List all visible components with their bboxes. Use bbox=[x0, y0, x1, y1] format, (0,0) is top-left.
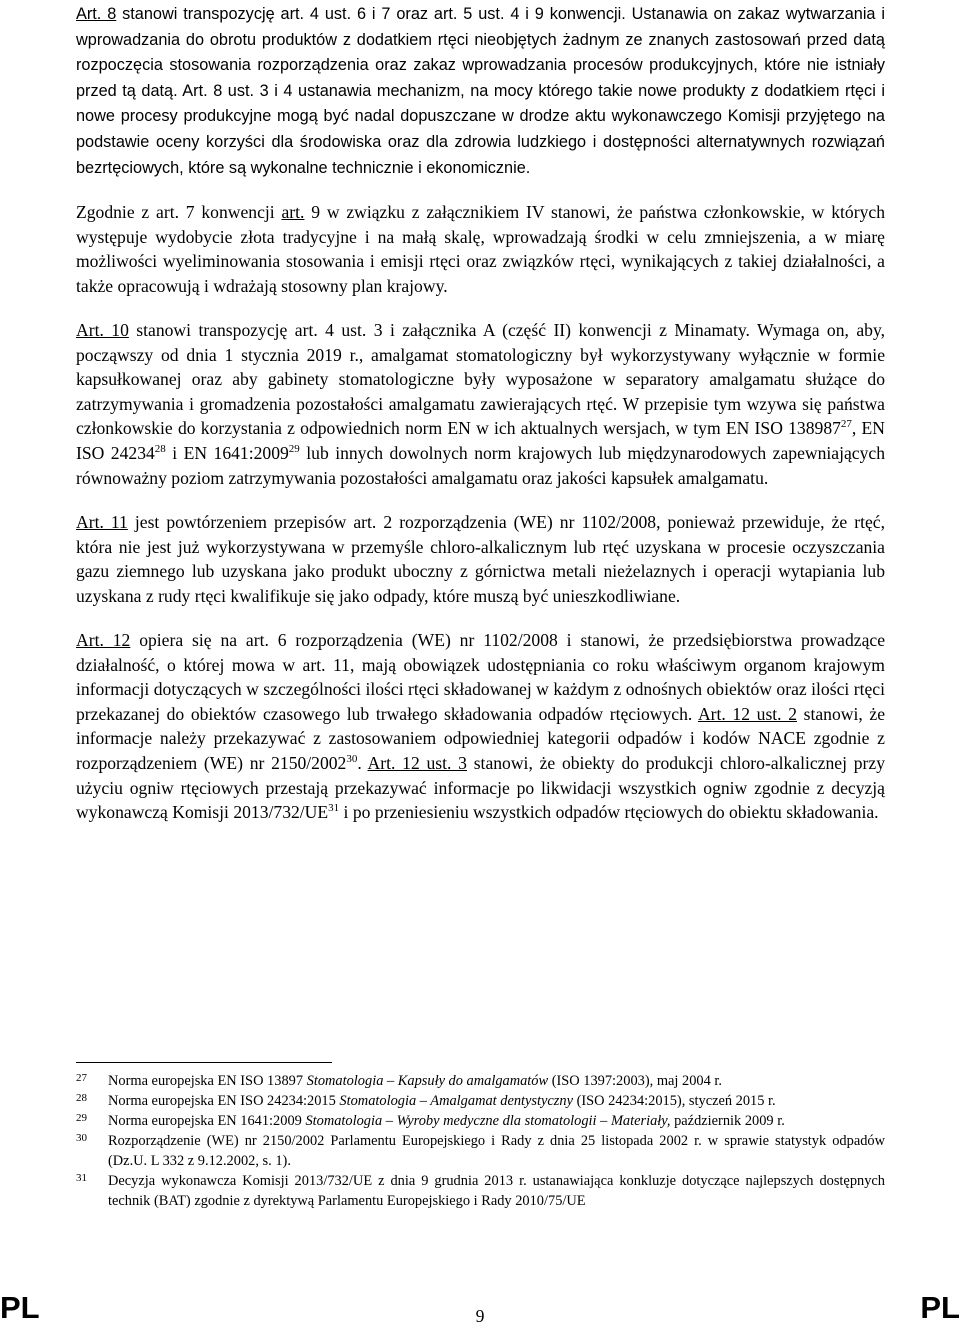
footnote-item bbox=[76, 1111, 885, 1131]
footnote-text-part: Norma europejska EN ISO 24234:2015 bbox=[108, 1093, 340, 1109]
paragraph-art-9 bbox=[76, 200, 885, 298]
language-code-right: PL bbox=[920, 1290, 960, 1325]
footnote-ref[interactable]: 28 bbox=[154, 443, 166, 456]
footnotes bbox=[76, 1071, 885, 1211]
page-number: 9 bbox=[475, 1306, 485, 1326]
footnote-item bbox=[76, 1171, 885, 1211]
footnote-mark: 27 bbox=[76, 1072, 87, 1084]
language-code-left: PL bbox=[0, 1290, 40, 1325]
footnote-text-part: październik 2009 r. bbox=[670, 1113, 785, 1129]
article-ref[interactable]: Art. 12 ust. 2 bbox=[697, 703, 798, 724]
footnote-mark: 29 bbox=[76, 1112, 87, 1124]
article-ref[interactable]: Art. 12 bbox=[76, 630, 131, 650]
footnote-text-part: (ISO 24234:2015), styczeń 2015 r. bbox=[572, 1093, 776, 1109]
footnote-ref[interactable]: 31 bbox=[328, 802, 340, 815]
footnote-title: Stomatologia – Wyroby medyczne dla stomatologii – Materiały, bbox=[305, 1113, 671, 1129]
paragraph-text: stanowi, że informacje należy przekazywać z zastosowaniem odpowiedniej kategorii odpadów i kodów NACE zgodnie z rozporządzeniem (WE) nr 2150/2002 bbox=[76, 703, 886, 773]
footnote-title: Stomatologia – Amalgamat dentystyczny bbox=[339, 1093, 573, 1109]
paragraph-text: stanowi transpozycję art. 4 ust. 3 i załącznika A (część II) konwencji z Minamaty. Wymaga on, aby, począwszy od dnia 1 stycznia 2019 r., amalgamat stomatologiczny był wykorzystywany wyłącznie w formie kapsułkowanej oraz aby gabinety stomatologiczne były wyposażone w separatory amalgamatu służące do zatrzymywania i gromadzenia pozostałości amalgamatu zawierających rtęć. W przepisie tym wzywa się państwa członkowskie do korzystania z odpowiednich norm EN w ich aktualnych wersjach, w tym EN ISO 138987 bbox=[76, 320, 886, 439]
footnote-text-part: Norma europejska EN 1641:2009 bbox=[108, 1113, 306, 1129]
footnote-mark: 31 bbox=[76, 1172, 87, 1184]
paragraph-text: 9 w związku z załącznikiem IV stanowi, że państwa członkowskie, w których występuje wydobycie złota tradycyjne i na małą skalę, wprowadzają środki w celu zmniejszenia, a w miarę możliwości wyeliminowania stosowania i emisji rtęci oraz związków rtęci, wynikających z takiej działalności, a także opracowują i wdrażają stosowny plan krajowy. bbox=[76, 202, 885, 296]
article-ref[interactable]: Art. 11 bbox=[76, 512, 128, 532]
paragraph-text: opiera się na art. 6 rozporządzenia (WE) nr 1102/2008 i stanowi, że przedsiębiorstwa prowadzące działalność, o której mowa w art. 11, mają obowiązek udostępniania co roku właściwym organom krajowym informacji dotyczących w szczególności ilości rtęci składowanej w każdym z odnośnych obiektów oraz ilości rtęci przekazanej do obiektów czasowego lub trwałego składowania odpadów rtęciowych. bbox=[76, 630, 886, 724]
paragraph-text: . bbox=[357, 752, 368, 773]
paragraph-text: i EN 1641:2009 bbox=[165, 442, 289, 463]
footnote-divider bbox=[76, 1062, 332, 1063]
article-ref[interactable]: Art. 10 bbox=[76, 320, 129, 340]
footnote-text bbox=[108, 1091, 885, 1111]
article-ref[interactable]: Art. 8 bbox=[76, 5, 117, 23]
footnote-item bbox=[76, 1131, 885, 1171]
footnote-text-part: (ISO 1397:2003), maj 2004 r. bbox=[548, 1073, 722, 1089]
footnote-text: Decyzja wykonawcza Komisji 2013/732/UE z dnia 9 grudnia 2013 r. ustanawiająca konkluzje dotyczące najlepszych dostępnych technik (BAT) zgodnie z dyrektywą Parlamentu Europejskiego i Rady 2010/75/UE bbox=[108, 1173, 885, 1209]
footnote-item bbox=[76, 1071, 885, 1091]
paragraph-art-10 bbox=[76, 318, 885, 490]
footnote-text bbox=[108, 1111, 885, 1131]
paragraph-text: Zgodnie z art. 7 konwencji bbox=[76, 202, 282, 222]
paragraph-text: , EN ISO 24234 bbox=[76, 418, 886, 463]
paragraph-text: lub innych dowolnych norm krajowych lub międzynarodowych zapewniających równoważny poziom zatrzymywania pozostałości amalgamatu oraz jakości kapsułek amalgamatu. bbox=[76, 442, 885, 488]
paragraph-art-8 bbox=[76, 1, 885, 180]
footnote-mark: 30 bbox=[76, 1132, 87, 1144]
footnote-text: Rozporządzenie (WE) nr 2150/2002 Parlamentu Europejskiego i Rady z dnia 25 listopada 2002 r. w sprawie statystyk odpadów (Dz.U. L 332 z 9.12.2002, s. 1). bbox=[108, 1133, 885, 1169]
footnote-ref[interactable]: 27 bbox=[840, 418, 852, 431]
footnote-ref[interactable]: 29 bbox=[288, 443, 300, 456]
paragraph-text: stanowi, że obiekty do produkcji chloro-alkalicznej przy użyciu ogniw rtęciowych przestają przekazywać informacje po likwidacji wszystkich ogniw zgodnie z decyzją wykonawczą Komisji 2013/732/UE bbox=[76, 752, 885, 823]
footnote-mark: 28 bbox=[76, 1092, 87, 1104]
article-ref[interactable]: art. bbox=[281, 202, 305, 222]
paragraph-text: stanowi transpozycję art. 4 ust. 6 i 7 oraz art. 5 ust. 4 i 9 konwencji. Ustanawia on zakaz wytwarzania i wprowadzania do obrotu produktów z dodatkiem rtęci nieobjętych żadnym ze znanych zastosowań przed datą rozpoczęcia stosowania rozporządzenia oraz zakaz wprowadzania procesów produkcyjnych, które nie istniały przed tą datą. Art. 8 ust. 3 i 4 ustanawia mechanizm, na mocy którego takie nowe produkty z dodatkiem rtęci i nowe procesy produkcyjne mogą być nadal dopuszczane w drodze aktu wykonawczego Komisji przyjętego na podstawie oceny korzyści dla środowiska oraz dla zdrowia ludzkiego i dostępności alternatywnych rozwiązań bezrtęciowych, które są wykonalne technicznie i ekonomicznie. bbox=[76, 5, 885, 177]
paragraph-art-11 bbox=[76, 510, 885, 608]
footnote-ref[interactable]: 30 bbox=[346, 753, 358, 766]
footnote-title: Stomatologia – Kapsuły do amalgamatów bbox=[306, 1073, 549, 1089]
paragraph-art-12 bbox=[76, 628, 885, 825]
paragraph-text: i po przeniesieniu wszystkich odpadów rtęciowych do obiektu składowania. bbox=[339, 802, 879, 823]
paragraph-text: jest powtórzeniem przepisów art. 2 rozporządzenia (WE) nr 1102/2008, ponieważ przewiduje, że rtęć, która nie jest już wykorzystywana w przemyśle chloro-alkalicznym lub rtęć uzyskana w procesie oczyszczania gazu ziemnego lub uzyskana jako produkt uboczny z górnictwa metali nieżelaznych i operacji wytapiania lub uzyskana z rudy rtęci kwalifikuje się jako odpady, które muszą być unieszkodliwiane. bbox=[76, 512, 885, 606]
article-ref[interactable]: Art. 12 ust. 3 bbox=[367, 752, 467, 773]
footnote-text-part: Norma europejska EN ISO 13897 bbox=[108, 1073, 307, 1089]
footnote-text bbox=[108, 1071, 885, 1091]
footnote-item bbox=[76, 1091, 885, 1111]
